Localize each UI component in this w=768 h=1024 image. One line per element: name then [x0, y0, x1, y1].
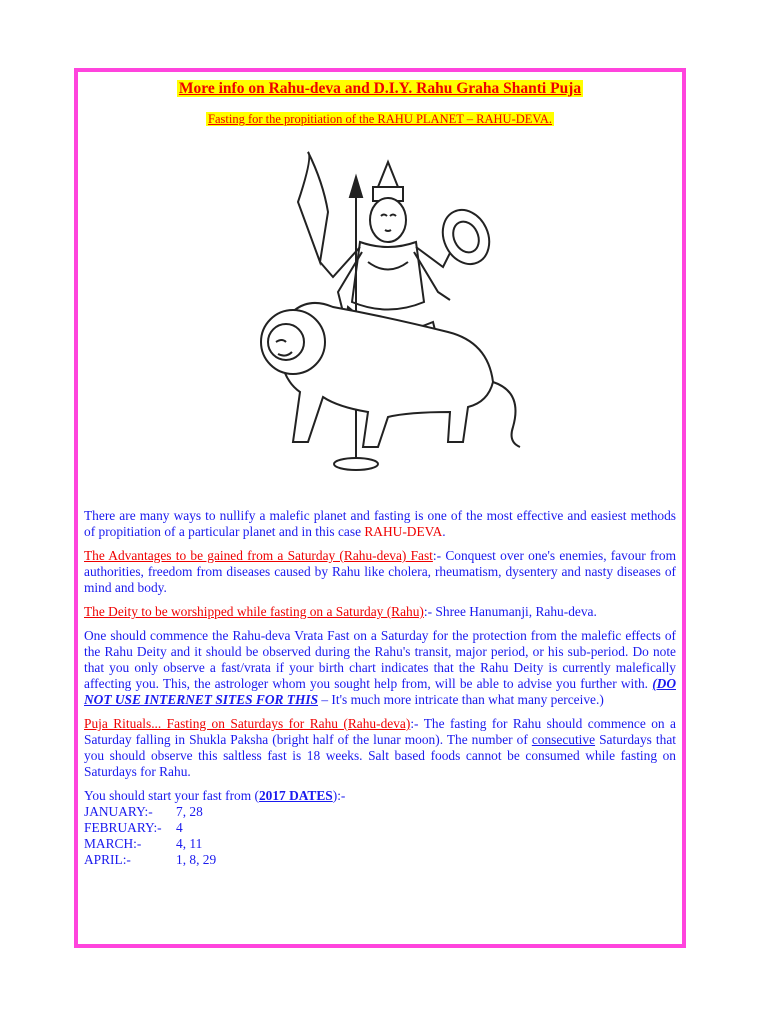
deity-paragraph: The Deity to be worshipped while fasting on a Saturday (Rahu):- Shree Hanumanji, Rahu-deva. — [84, 604, 597, 619]
deity-heading: The Deity to be worshipped while fasting on a Saturday (Rahu) — [84, 604, 424, 619]
advantages-heading: The Advantages to be gained from a Saturday (Rahu-deva) Fast — [84, 548, 433, 563]
vrata-paragraph: One should commence the Rahu-deva Vrata Fast on a Saturday for the protection from the malefic effects of the Rahu Deity and it should be observed during the Rahu's transit, major period, or his sub-period. Do note that you only observe a fast/vrata if your birth chart indicates that the Rahu Deity is currently malefically affecting you. This, the astrologer whom you sought help from, will be able to advise you further with. (DO NOT USE INTERNET SITES FOR THIS – It's much more intricate than what many perceive.) — [84, 628, 676, 707]
advantages-paragraph: The Advantages to be gained from a Saturday (Rahu-deva) Fast:- Conquest over one's enemies, favour from authorities, freedom from diseases caused by Rahu like cholera, rheumatism, dysentery and nasty diseases of mind and body. — [84, 548, 676, 595]
rahu-deva-highlight: RAHU-DEVA — [364, 524, 443, 539]
page-subtitle: Fasting for the propitiation of the RAHU PLANET – RAHU-DEVA. — [208, 112, 552, 126]
article-body — [84, 508, 676, 868]
rahu-deity-illustration — [238, 142, 528, 482]
dates-section — [84, 788, 676, 868]
date-row: APRIL:- 1, 8, 29 — [84, 852, 217, 867]
date-row: MARCH:- 4, 11 — [84, 836, 203, 851]
rituals-paragraph: Puja Rituals... Fasting on Saturdays for Rahu (Rahu-deva):- The fasting for Rahu should commence on a Saturday falling in Shukla Paksha (bright half of the lunar moon). The number of consecutive Saturdays that you should observe this saltless fast is 18 weeks. Salt based foods cannot be consumed while fasting on Saturdays for Rahu. — [84, 716, 677, 779]
warning-text: (DO NOT USE INTERNET SITES FOR THIS — [84, 676, 676, 707]
date-row: FEBRUARY:- 4 — [84, 820, 183, 835]
dates-year-label: 2017 DATES — [258, 788, 333, 803]
rituals-heading: Puja Rituals... Fasting on Saturdays for Rahu (Rahu-deva) — [84, 716, 411, 731]
page-title: More info on Rahu-deva and D.I.Y. Rahu Graha Shanti Puja — [178, 80, 582, 97]
intro-paragraph: There are many ways to nullify a malefic planet and fasting is one of the most effective and easiest methods of propitiation of a particular planet and in this case RAHU-DEVA. — [84, 508, 676, 539]
page-border — [74, 68, 686, 948]
date-row: JANUARY:- 7, 28 — [84, 804, 203, 819]
dates-intro: You should start your fast from (2017 DATES):- — [84, 788, 346, 803]
